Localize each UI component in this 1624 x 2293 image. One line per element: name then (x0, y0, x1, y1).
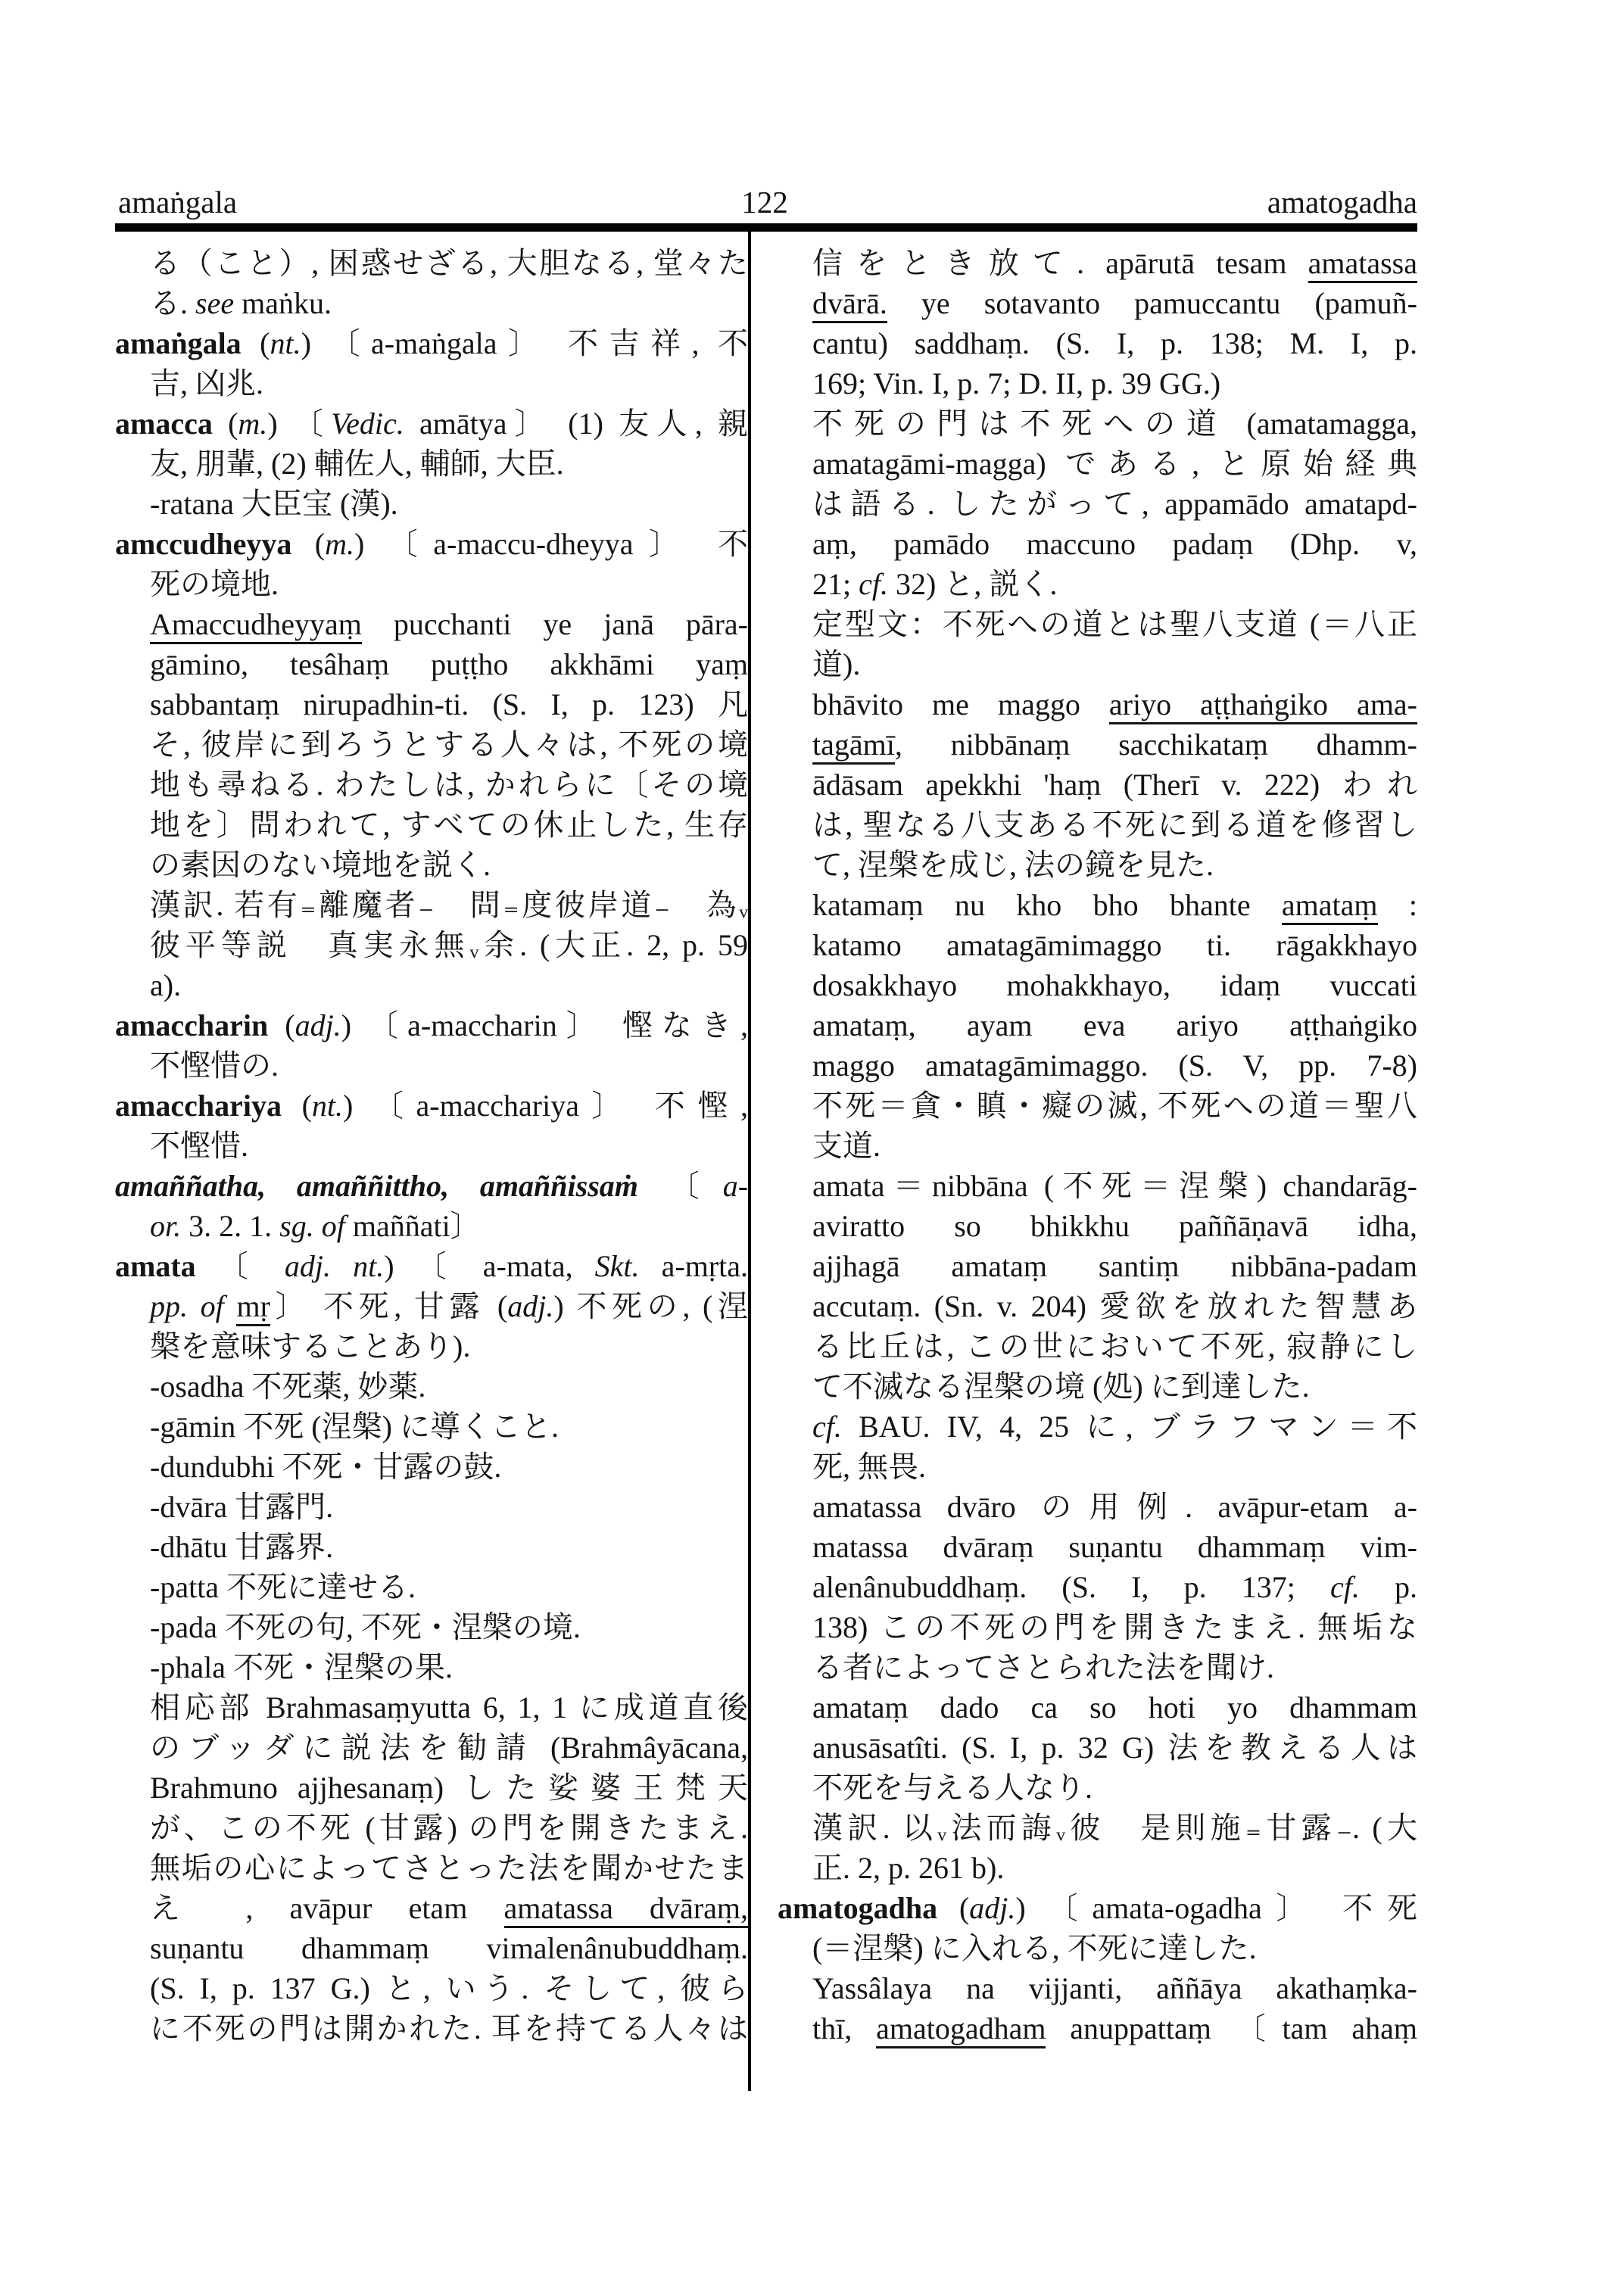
text-line (115, 1687, 748, 1728)
text-segment: 21; (812, 567, 859, 601)
text-line (115, 604, 748, 644)
text-segment: 169; Vin. I, p. 7; D. II, p. 39 GG.) (812, 366, 1221, 400)
text-segment: 〔 (637, 1169, 723, 1203)
column-divider (748, 229, 751, 2091)
text-segment: amātya〕 (1) 友人, 親 (404, 407, 748, 441)
text-line (778, 1848, 1417, 1888)
text-line (115, 1968, 748, 2008)
text-line (115, 363, 748, 403)
text-line (778, 524, 1417, 564)
running-head-right-word: amatogadha (1267, 185, 1417, 220)
underlined-term: amatassa (1308, 246, 1417, 283)
text-line (778, 1366, 1417, 1407)
text-segment: amccudheyya (115, 527, 292, 561)
text-segment: maṅku. (234, 286, 332, 320)
text-segment: ) 不死の, (涅 (553, 1289, 748, 1323)
text-segment: thī, (812, 2011, 877, 2045)
text-segment: amataṃ, ayam eva ariyo aṭṭhaṅgiko (812, 1008, 1417, 1042)
text-segment: ( (241, 326, 270, 360)
text-segment: ( (212, 407, 238, 441)
text-segment: sabbantaṃ nirupadhin-ti. (S. I, p. 123) 凡 (150, 687, 748, 721)
text-line (778, 684, 1417, 724)
text-segment: ) 〔a-maccu-dheyya〕 不 (354, 527, 748, 561)
text-segment: 不死を与える人なり. (812, 1771, 1093, 1805)
text-segment: amaṅgala (115, 326, 242, 360)
page-number: 122 (741, 185, 788, 220)
text-segment: amata (115, 1249, 196, 1283)
text-segment: aṃ, pamādo maccuno padaṃ (Dhp. v, (812, 527, 1417, 561)
text-segment: のブッダに説法を勧請 (Brahmâyācana, (150, 1731, 748, 1765)
text-line (115, 1366, 748, 1407)
text-segment: nt. (270, 326, 301, 360)
text-segment: る者によってさとられた法を聞け. (812, 1650, 1274, 1684)
text-line (115, 885, 748, 925)
text-segment: katamo amatagāmimaggo ti. rāgakkhayo (812, 928, 1417, 962)
text-line (778, 1005, 1417, 1045)
text-line (778, 1768, 1417, 1808)
text-segment: は, 聖なる八支ある不死に到る道を修習し (812, 808, 1417, 842)
text-segment: 相応部 Brahmasaṃyutta 6, 1, 1 に成道直後 (150, 1690, 748, 1724)
text-segment: が、この不死 (甘露) の門を開きたまえ. (150, 1811, 748, 1845)
text-line (778, 1246, 1417, 1286)
text-line (115, 1286, 748, 1326)
text-segment: る（こと）, 困惑せざる, 大胆なる, 堂々た (150, 246, 748, 280)
text-segment: -dundubhi 不死・甘露の鼓. (150, 1450, 502, 1484)
text-line (115, 1768, 748, 1808)
text-line (778, 1728, 1417, 1768)
text-segment: 定型文：不死への道とは聖八支道 (＝八正 (812, 607, 1417, 641)
text-segment: cf. (1329, 1570, 1360, 1604)
text-line (778, 845, 1417, 885)
text-line (778, 1166, 1417, 1206)
text-segment: 正. 2, p. 261 b). (812, 1851, 1005, 1885)
text-segment: accutaṃ. (Sn. v. 204) 愛欲を放れた智慧あ (812, 1289, 1417, 1323)
text-line (778, 564, 1417, 604)
text-segment: pucchanti ye janā pāra- (361, 607, 748, 641)
text-line (778, 644, 1417, 684)
text-line (115, 1928, 748, 1968)
text-segment: 不死の門は不死への道 (amatamagga, (812, 407, 1417, 441)
underlined-term: amatogadham (876, 2011, 1046, 2048)
text-segment: -ratana 大臣宝 (漢). (150, 487, 398, 521)
text-line (115, 724, 748, 765)
text-segment: 信をとき放て. apārutā tesam (812, 246, 1308, 280)
text-segment: or. (150, 1209, 182, 1243)
text-line (115, 243, 748, 283)
text-line (778, 2008, 1417, 2048)
text-line (115, 564, 748, 604)
underlined-term: tagāmī (812, 727, 895, 765)
text-segment: a-mṛta. (639, 1249, 749, 1283)
text-line (115, 323, 748, 363)
text-line (778, 885, 1417, 925)
text-line (115, 765, 748, 805)
running-head-left-word: amaṅgala (118, 185, 238, 220)
text-line (115, 403, 748, 444)
text-segment: ) 〔 a-mata, (384, 1249, 595, 1283)
text-line (115, 524, 748, 564)
text-line (115, 1045, 748, 1086)
text-line (778, 765, 1417, 805)
text-segment: amatogadha (778, 1891, 938, 1925)
text-line (778, 805, 1417, 845)
text-line (778, 1888, 1417, 1928)
text-line (115, 1527, 748, 1567)
text-line (778, 925, 1417, 965)
text-segment: 彼平等説 真実永無ᵥ余. (大正. 2, p. 59 (150, 928, 748, 962)
text-segment: Brahmuno ajjhesanaṃ) した娑婆王梵天 (150, 1771, 748, 1805)
text-line (115, 1166, 748, 1206)
text-segment: 〔 (195, 1249, 285, 1283)
text-segment: anusāsatîti. (S. I, p. 32 G) 法を教える人は (812, 1731, 1417, 1765)
text-segment: -gāmin 不死 (涅槃) に導くこと. (150, 1410, 559, 1444)
text-segment: 地も尋ねる. わたしは, かれらに〔その境 (150, 768, 748, 802)
text-segment: ) 〔 (267, 407, 332, 441)
text-segment: ( (268, 1008, 295, 1042)
text-line (778, 965, 1417, 1005)
text-segment: nt. (311, 1089, 344, 1123)
text-segment: ajjhagā amataṃ santiṃ nibbāna-padam (812, 1249, 1417, 1283)
text-segment: 吉, 凶兆. (150, 366, 263, 400)
text-line (115, 1808, 748, 1848)
text-line (115, 1246, 748, 1286)
text-line (778, 1487, 1417, 1527)
text-segment: 138) この不死の門を開きたまえ. 無垢な (812, 1610, 1417, 1644)
text-segment: cf. (812, 1410, 842, 1444)
text-segment: 不慳惜の. (150, 1048, 279, 1083)
text-line (778, 323, 1417, 363)
text-line (778, 403, 1417, 444)
text-line (778, 1647, 1417, 1687)
text-segment: ( (291, 527, 326, 561)
text-segment: 死の境地. (150, 567, 279, 601)
text-segment: ) 〔a-maṅgala〕 不吉祥, 不 (301, 326, 748, 360)
text-line (115, 1487, 748, 1527)
text-segment: て不滅なる涅槃の境 (処) に到達した. (812, 1369, 1310, 1404)
text-segment: pp. of (150, 1289, 224, 1323)
text-segment: cantu) saddhaṃ. (S. I, p. 138; M. I, p. (812, 326, 1417, 360)
text-line (778, 484, 1417, 524)
text-segment: (S. I, p. 137 G.) と, いう. そして, 彼ら (150, 1971, 748, 2005)
text-segment: ) 〔a-macchariya〕 不慳, (343, 1089, 748, 1123)
text-segment: ādāsam apekkhi 'haṃ (Therī v. 222) われ (812, 768, 1417, 802)
text-segment: adj. (507, 1289, 554, 1323)
text-line (778, 1968, 1417, 2008)
text-segment: 地を〕問われて, すべての休止した, 生存 (150, 808, 748, 842)
text-line (115, 283, 748, 323)
text-line (778, 1808, 1417, 1848)
text-line (115, 1567, 748, 1607)
text-segment: adj. nt. (284, 1249, 385, 1283)
text-line (115, 1728, 748, 1768)
text-segment: て, 涅槃を成じ, 法の鏡を見た. (812, 848, 1214, 882)
text-line (778, 363, 1417, 403)
text-segment: 道). (812, 647, 861, 681)
text-segment: ( (937, 1891, 970, 1925)
text-line (115, 1888, 748, 1928)
text-segment: そ, 彼岸に到ろうとする人々は, 不死の境 (150, 727, 748, 762)
text-line (115, 1005, 748, 1045)
text-segment: -pada 不死の句, 不死・涅槃の境. (150, 1610, 581, 1644)
text-line (115, 1647, 748, 1687)
text-line (778, 1086, 1417, 1126)
text-segment: anuppattaṃ 〔tam ahaṃ (1046, 2011, 1418, 2045)
text-line (115, 965, 748, 1005)
text-segment: gāmino, tesâhaṃ puṭṭho akkhāmi yaṃ (150, 647, 748, 681)
text-segment: -osadha 不死薬, 妙薬. (150, 1369, 426, 1404)
text-segment: -patta 不死に達せる. (150, 1570, 416, 1604)
underlined-term: dvārā. (812, 286, 887, 323)
text-segment: suṇantu dhammaṃ vimalenânubuddhaṃ. (150, 1931, 748, 1965)
text-line (778, 1126, 1417, 1166)
text-line (778, 1045, 1417, 1086)
text-line (778, 1527, 1417, 1567)
text-line (778, 1928, 1417, 1968)
text-segment: 不慳惜. (150, 1129, 248, 1163)
text-segment: alenânubuddhaṃ. (S. I, p. 137; (812, 1570, 1330, 1604)
text-segment: a). (150, 968, 182, 1002)
text-segment: ( (281, 1089, 312, 1123)
underlined-term: mṛ (236, 1289, 270, 1326)
text-line (115, 1126, 748, 1166)
text-segment: amatagāmi-magga) である, と原始経典 (812, 447, 1417, 481)
text-line (115, 2008, 748, 2048)
text-line (778, 1206, 1417, 1246)
right-column (778, 243, 1417, 2048)
text-line (115, 845, 748, 885)
text-line (115, 1447, 748, 1487)
text-segment: ye sotavanto pamuccantu (pamuñ- (887, 286, 1417, 320)
text-segment: 32) と, 説く. (888, 567, 1058, 601)
text-line (778, 444, 1417, 484)
text-line (115, 1326, 748, 1366)
text-segment: amatassa dvāro の用例. avāpur-etam a- (812, 1490, 1417, 1524)
text-segment: amaccharin (115, 1008, 269, 1042)
text-segment: は語る. したがって, appamādo amatapd- (812, 487, 1417, 521)
text-segment: Vedic. (331, 407, 404, 441)
text-segment: 漢訳. 以ᵥ法而誨ᵥ彼 是則施₌甘露₋. (大 (812, 1811, 1417, 1845)
text-segment: BAU. IV, 4, 25 に, ブラフマン＝不 (841, 1410, 1417, 1444)
text-line (778, 1326, 1417, 1366)
text-segment: m. (325, 527, 355, 561)
text-segment: sg. of (279, 1209, 345, 1243)
text-segment: 支道. (812, 1129, 881, 1163)
text-segment: amataṃ dado ca so hoti yo dhammam (812, 1690, 1417, 1724)
text-segment: ) 〔a-maccharin〕 慳なき, (341, 1008, 748, 1042)
text-segment: maggo amatagāmimaggo. (S. V, pp. 7-8) (812, 1048, 1417, 1083)
text-segment (224, 1289, 237, 1323)
text-segment: amacca (115, 407, 213, 441)
text-line (778, 243, 1417, 283)
text-segment: え , avāpur etam (150, 1891, 504, 1925)
text-segment: 漢訳. 若有₌離魔者₋ 問₌度彼岸道₋ 為ᵥ (150, 888, 748, 922)
text-segment: る比丘は, この世において不死, 寂静にし (812, 1329, 1417, 1363)
text-line (778, 1447, 1417, 1487)
underlined-term: amatassa dvāraṃ, (504, 1891, 749, 1928)
underlined-term: Amaccudheyyaṃ (150, 607, 362, 644)
text-segment: m. (238, 407, 268, 441)
text-segment: 〕 不死, 甘露 ( (270, 1289, 508, 1323)
text-segment: -phala 不死・涅槃の果. (150, 1650, 453, 1684)
text-segment: amata＝nibbāna (不死＝涅槃) chandarāg- (812, 1169, 1417, 1203)
text-segment: る. (150, 286, 195, 320)
text-segment: -dhātu 甘露界. (150, 1530, 334, 1564)
text-line (778, 1567, 1417, 1607)
text-segment: に不死の門は開かれた. 耳を持てる人々は (150, 2011, 748, 2045)
text-line (115, 1086, 748, 1126)
text-line (115, 1848, 748, 1888)
text-segment: -dvāra 甘露門. (150, 1490, 334, 1524)
text-segment: ) 〔amata-ogadha〕 不死 (1015, 1891, 1418, 1925)
text-segment: p. (1359, 1570, 1418, 1604)
text-segment: Skt. (594, 1249, 640, 1283)
text-segment: amacchariya (115, 1089, 282, 1123)
text-segment: aviratto so bhikkhu paññāṇavā idha, (812, 1209, 1417, 1243)
text-segment: 無垢の心によってさとった法を聞かせたま (150, 1851, 748, 1885)
text-segment: amaññatha, amaññittho, amaññissaṁ (115, 1169, 638, 1203)
text-segment: , nibbānaṃ sacchikataṃ dhamm- (894, 727, 1417, 762)
text-segment: dosakkhayo mohakkhayo, idaṃ vuccati (812, 968, 1417, 1002)
text-segment: katamaṃ nu kho bho bhante (812, 888, 1282, 922)
header-rule (115, 223, 1417, 232)
text-segment: 3. 2. 1. (181, 1209, 280, 1243)
text-segment: adj. (969, 1891, 1016, 1925)
underlined-term: ariyo aṭṭhaṅgiko ama- (1109, 687, 1417, 724)
text-line (778, 283, 1417, 323)
text-segment: 友, 朋輩, (2) 輔佐人, 輔師, 大臣. (150, 447, 564, 481)
text-line (115, 684, 748, 724)
text-line (115, 1607, 748, 1647)
text-line (778, 604, 1417, 644)
text-line (115, 444, 748, 484)
text-segment: 不死＝貪・瞋・癡の滅, 不死への道＝聖八 (812, 1089, 1417, 1123)
text-segment: maññati〕 (344, 1209, 481, 1243)
text-segment: matassa dvāraṃ suṇantu dhammaṃ vim- (812, 1530, 1417, 1564)
text-segment: の素因のない境地を説く. (150, 848, 491, 882)
text-segment: cf. (859, 567, 888, 601)
text-segment: bhāvito me maggo (812, 687, 1109, 721)
text-line (115, 925, 748, 965)
text-segment: : (1377, 888, 1417, 922)
text-line (778, 724, 1417, 765)
text-segment: a- (722, 1169, 749, 1203)
text-line (778, 1687, 1417, 1728)
text-line (778, 1607, 1417, 1647)
text-line (778, 1407, 1417, 1447)
text-segment: Yassâlaya na vijjanti, aññāya akathaṃka- (812, 1971, 1417, 2005)
left-column (115, 243, 748, 2048)
text-segment: 槃を意味することあり). (150, 1329, 471, 1363)
text-line (115, 484, 748, 524)
text-segment: see (195, 286, 235, 320)
text-segment: (＝涅槃) に入れる, 不死に達した. (812, 1931, 1257, 1965)
text-line (115, 1407, 748, 1447)
text-line (115, 1206, 748, 1246)
underlined-term: amataṃ (1282, 888, 1378, 925)
text-line (115, 644, 748, 684)
text-segment: 死, 無畏. (812, 1450, 926, 1484)
text-line (778, 1286, 1417, 1326)
text-line (115, 805, 748, 845)
text-segment: adj. (295, 1008, 341, 1042)
